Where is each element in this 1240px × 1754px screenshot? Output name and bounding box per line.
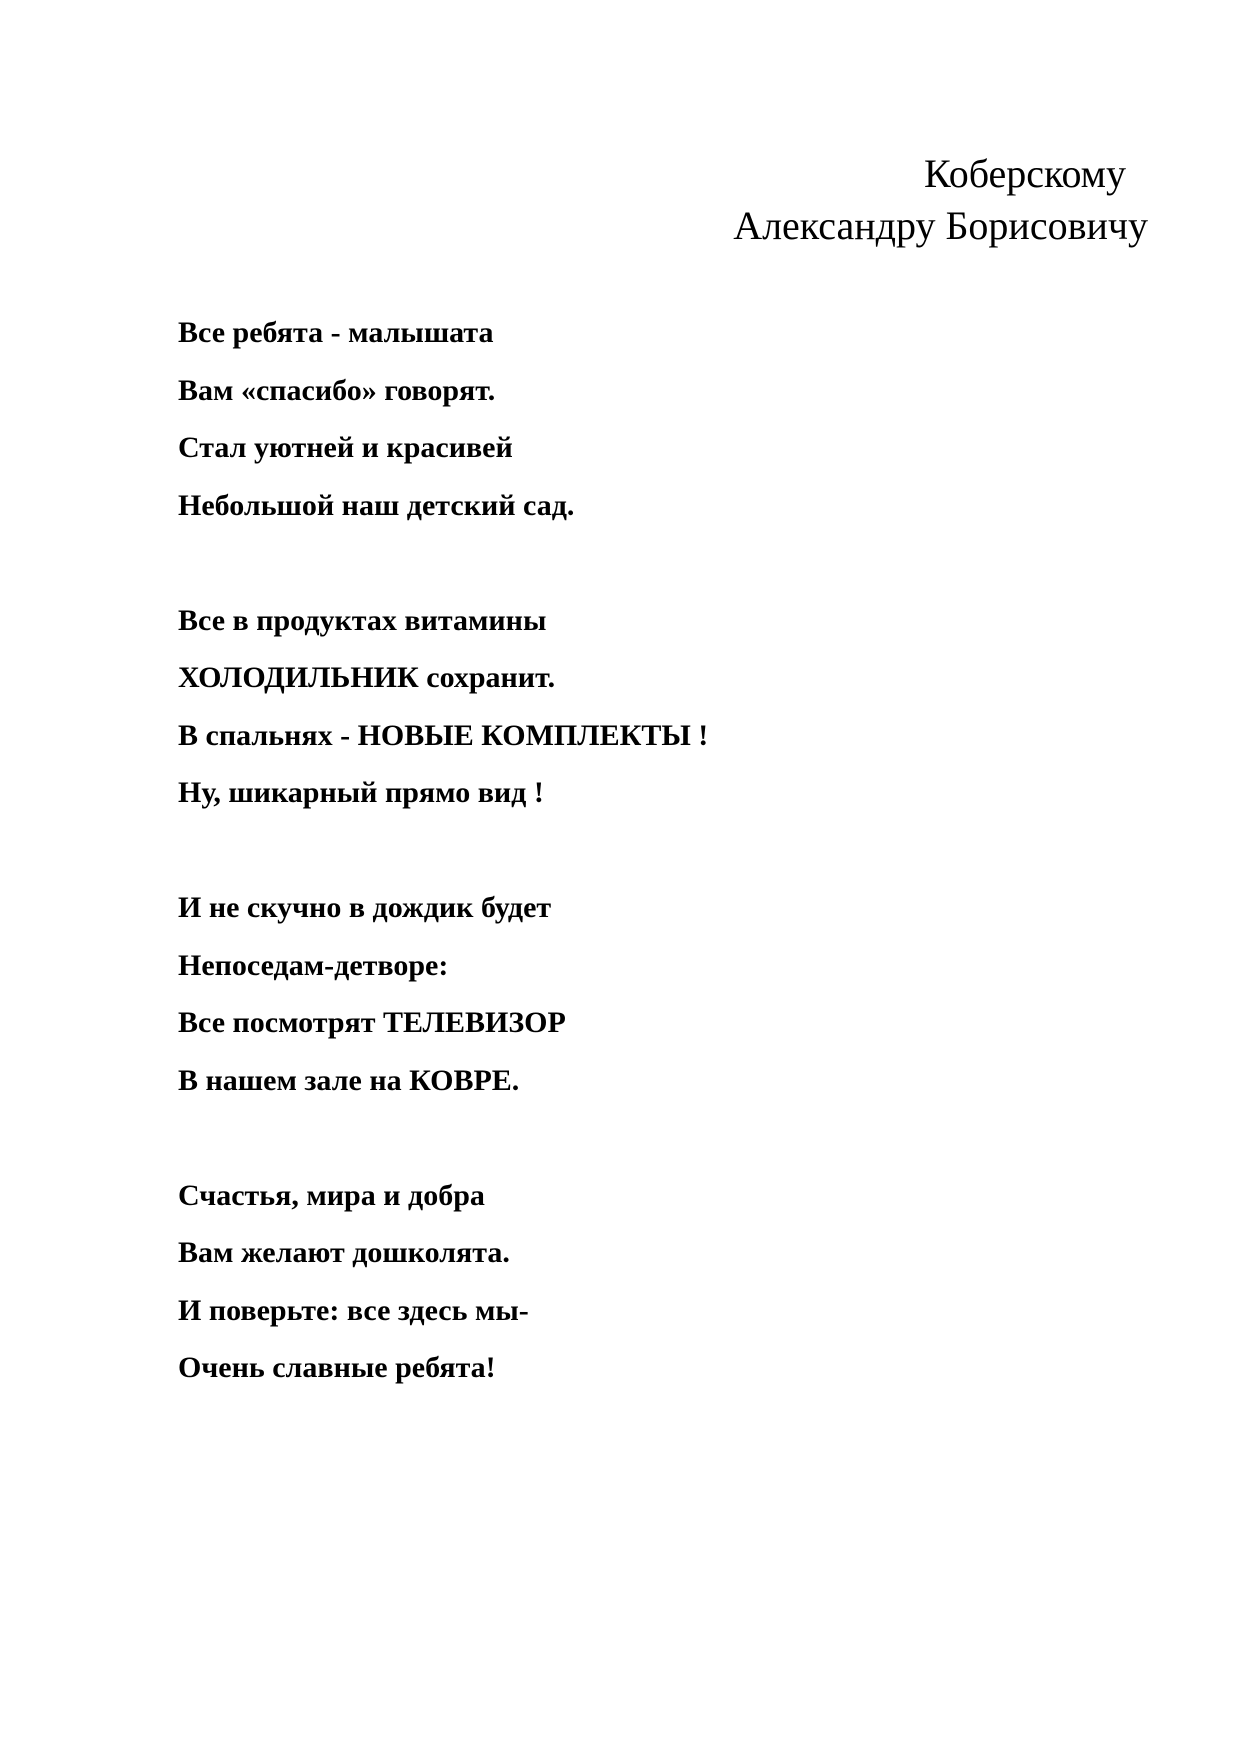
stanza-1 [178, 304, 708, 534]
verse-line: Все ребята - малышата [178, 316, 494, 349]
stanza-4 [178, 1167, 708, 1397]
verse-line: Небольшой наш детский сад. [178, 488, 575, 522]
verse-line: Счастья, мира и добра [178, 1178, 485, 1212]
addressee-block [733, 148, 1148, 252]
verse-line: В нашем зале на КОВРЕ. [178, 1063, 520, 1097]
stanza-2 [178, 592, 708, 822]
verse-line: Очень славные ребята! [178, 1351, 496, 1384]
verse-line: Все посмотрят ТЕЛЕВИЗОР [178, 1006, 566, 1039]
poem [178, 304, 708, 1397]
verse-line: И поверьте: все здесь мы- [178, 1293, 529, 1327]
verse-line: Непоседам-детворе: [178, 948, 449, 982]
addressee-surname: Коберскому [924, 151, 1126, 196]
verse-line: Все в продуктах витамины [178, 603, 547, 637]
verse-line: В спальнях - НОВЫЕ КОМПЛЕКТЫ ! [178, 718, 709, 752]
verse-line: Ну, шикарный прямо вид ! [178, 776, 544, 809]
stanza-3 [178, 879, 708, 1109]
addressee-name-patronymic: Александру Борисовичу [733, 203, 1148, 248]
verse-line: Вам желают дошколята. [178, 1236, 510, 1269]
verse-line: ХОЛОДИЛЬНИК сохранит. [178, 661, 556, 694]
verse-line: Стал уютней и красивей [178, 431, 513, 464]
verse-line: Вам «спасибо» говорят. [178, 373, 496, 407]
verse-line: И не скучно в дождик будет [178, 891, 552, 924]
